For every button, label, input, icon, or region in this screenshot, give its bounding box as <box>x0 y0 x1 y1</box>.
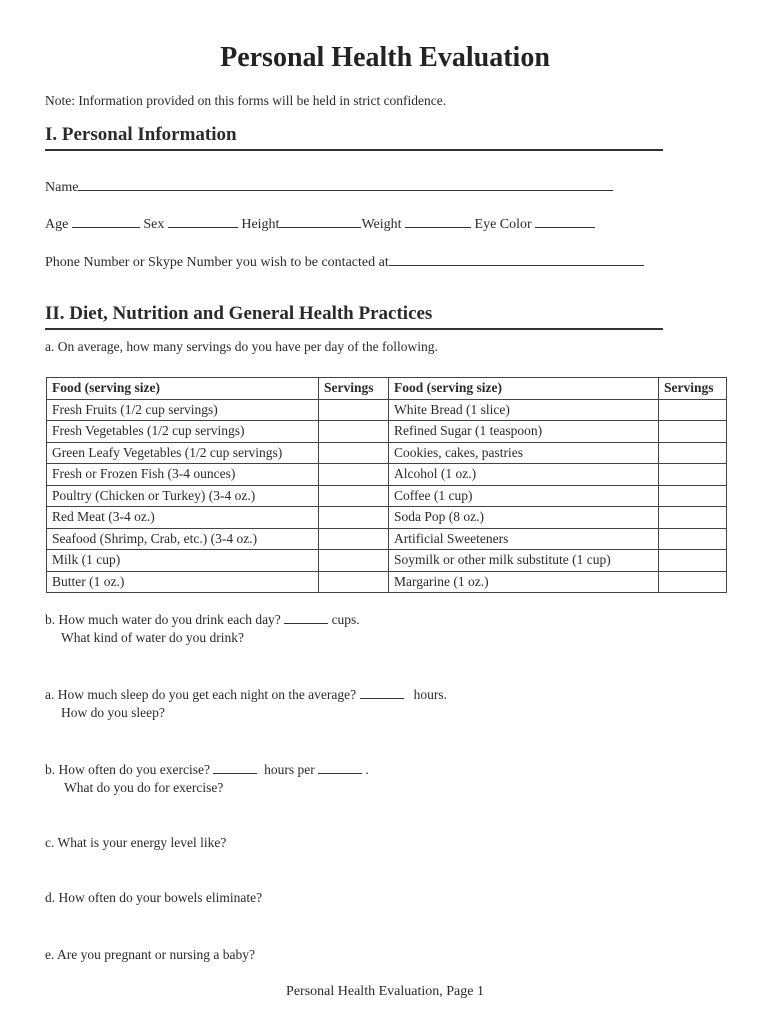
header-food-left: Food (serving size) <box>47 378 319 400</box>
servings-cell[interactable] <box>319 550 389 572</box>
phone-label: Phone Number or Skype Number you wish to be contacted at <box>45 255 389 270</box>
exercise-what-question: What do you do for exercise? <box>64 780 224 795</box>
table-row <box>47 464 727 486</box>
water-unit: cups. <box>331 612 360 627</box>
exercise-per-label: hours per <box>264 762 315 777</box>
pregnant-question: e. Are you pregnant or nursing a baby? <box>45 947 255 962</box>
weight-label: Weight <box>361 217 402 232</box>
servings-cell[interactable] <box>659 464 727 486</box>
demographics-row <box>45 215 595 233</box>
servings-intro: a. On average, how many servings do you have per day of the following. <box>45 339 438 354</box>
eye-color-label: Eye Color <box>474 217 532 232</box>
phone-field[interactable] <box>389 253 644 266</box>
section-diet-nutrition-heading: II. Diet, Nutrition and General Health Practices <box>45 303 663 330</box>
food-servings-table <box>46 377 727 593</box>
servings-cell[interactable] <box>319 421 389 443</box>
servings-cell[interactable] <box>659 399 727 421</box>
servings-cell[interactable] <box>659 528 727 550</box>
servings-cell[interactable] <box>319 507 389 529</box>
page-footer: Personal Health Evaluation, Page 1 <box>286 984 484 999</box>
servings-cell[interactable] <box>319 399 389 421</box>
food-item: Cookies, cakes, pastries <box>389 442 659 464</box>
exercise-end: . <box>365 762 369 777</box>
table-header-row <box>47 378 727 400</box>
servings-cell[interactable] <box>319 571 389 593</box>
page-title: Personal Health Evaluation <box>220 42 550 73</box>
servings-cell[interactable] <box>659 507 727 529</box>
water-question-row <box>45 611 360 628</box>
name-field[interactable] <box>78 178 613 191</box>
bowels-question: d. How often do your bowels eliminate? <box>45 890 263 905</box>
sex-label: Sex <box>143 217 165 232</box>
food-item: Soda Pop (8 oz.) <box>389 507 659 529</box>
servings-cell[interactable] <box>319 464 389 486</box>
sex-field[interactable] <box>168 215 238 228</box>
eye-color-field[interactable] <box>535 215 595 228</box>
food-item: Margarine (1 oz.) <box>389 571 659 593</box>
food-item: Butter (1 oz.) <box>47 571 319 593</box>
food-item: Soymilk or other milk substitute (1 cup) <box>389 550 659 572</box>
header-servings-left: Servings <box>319 378 389 400</box>
servings-cell[interactable] <box>319 442 389 464</box>
water-question: b. How much water do you drink each day? <box>45 612 281 627</box>
table-row <box>47 571 727 593</box>
table-row <box>47 485 727 507</box>
sleep-hours-field[interactable] <box>360 686 404 699</box>
servings-cell[interactable] <box>659 550 727 572</box>
food-item: Refined Sugar (1 teaspoon) <box>389 421 659 443</box>
table-row <box>47 442 727 464</box>
servings-cell[interactable] <box>319 528 389 550</box>
food-item: Artificial Sweeteners <box>389 528 659 550</box>
food-item: Seafood (Shrimp, Crab, etc.) (3-4 oz.) <box>47 528 319 550</box>
table-row <box>47 507 727 529</box>
table-row <box>47 421 727 443</box>
food-item: Milk (1 cup) <box>47 550 319 572</box>
energy-question: c. What is your energy level like? <box>45 835 227 850</box>
food-item: Fresh or Frozen Fish (3-4 ounces) <box>47 464 319 486</box>
height-field[interactable] <box>279 215 361 228</box>
food-item: White Bread (1 slice) <box>389 399 659 421</box>
sleep-how-question: How do you sleep? <box>61 705 165 720</box>
food-item: Green Leafy Vegetables (1/2 cup servings) <box>47 442 319 464</box>
name-label: Name <box>45 180 79 195</box>
table-row <box>47 528 727 550</box>
servings-cell[interactable] <box>319 485 389 507</box>
servings-cell[interactable] <box>659 485 727 507</box>
food-item: Coffee (1 cup) <box>389 485 659 507</box>
food-item: Fresh Vegetables (1/2 cup servings) <box>47 421 319 443</box>
section-personal-information-heading: I. Personal Information <box>45 124 663 151</box>
sleep-question-row <box>45 686 447 703</box>
food-item: Alcohol (1 oz.) <box>389 464 659 486</box>
sleep-unit: hours. <box>413 687 448 702</box>
water-kind-question: What kind of water do you drink? <box>61 630 244 645</box>
servings-cell[interactable] <box>659 442 727 464</box>
sleep-question: a. How much sleep do you get each night on the average? <box>45 687 357 702</box>
table-row <box>47 399 727 421</box>
height-label: Height <box>241 217 280 232</box>
age-label: Age <box>45 217 69 232</box>
food-item: Red Meat (3-4 oz.) <box>47 507 319 529</box>
food-item: Fresh Fruits (1/2 cup servings) <box>47 399 319 421</box>
weight-field[interactable] <box>405 215 471 228</box>
exercise-question-row <box>45 761 369 778</box>
servings-cell[interactable] <box>659 421 727 443</box>
header-food-right: Food (serving size) <box>389 378 659 400</box>
name-row <box>45 178 613 196</box>
exercise-hours-field[interactable] <box>213 761 257 774</box>
food-item: Poultry (Chicken or Turkey) (3-4 oz.) <box>47 485 319 507</box>
header-servings-right: Servings <box>659 378 727 400</box>
servings-cell[interactable] <box>659 571 727 593</box>
confidentiality-note: Note: Information provided on this forms will be held in strict confidence. <box>45 93 447 108</box>
table-row <box>47 550 727 572</box>
age-field[interactable] <box>72 215 140 228</box>
exercise-period-field[interactable] <box>318 761 362 774</box>
exercise-question: b. How often do you exercise? <box>45 762 210 777</box>
phone-row <box>45 253 644 271</box>
water-cups-field[interactable] <box>284 611 328 624</box>
